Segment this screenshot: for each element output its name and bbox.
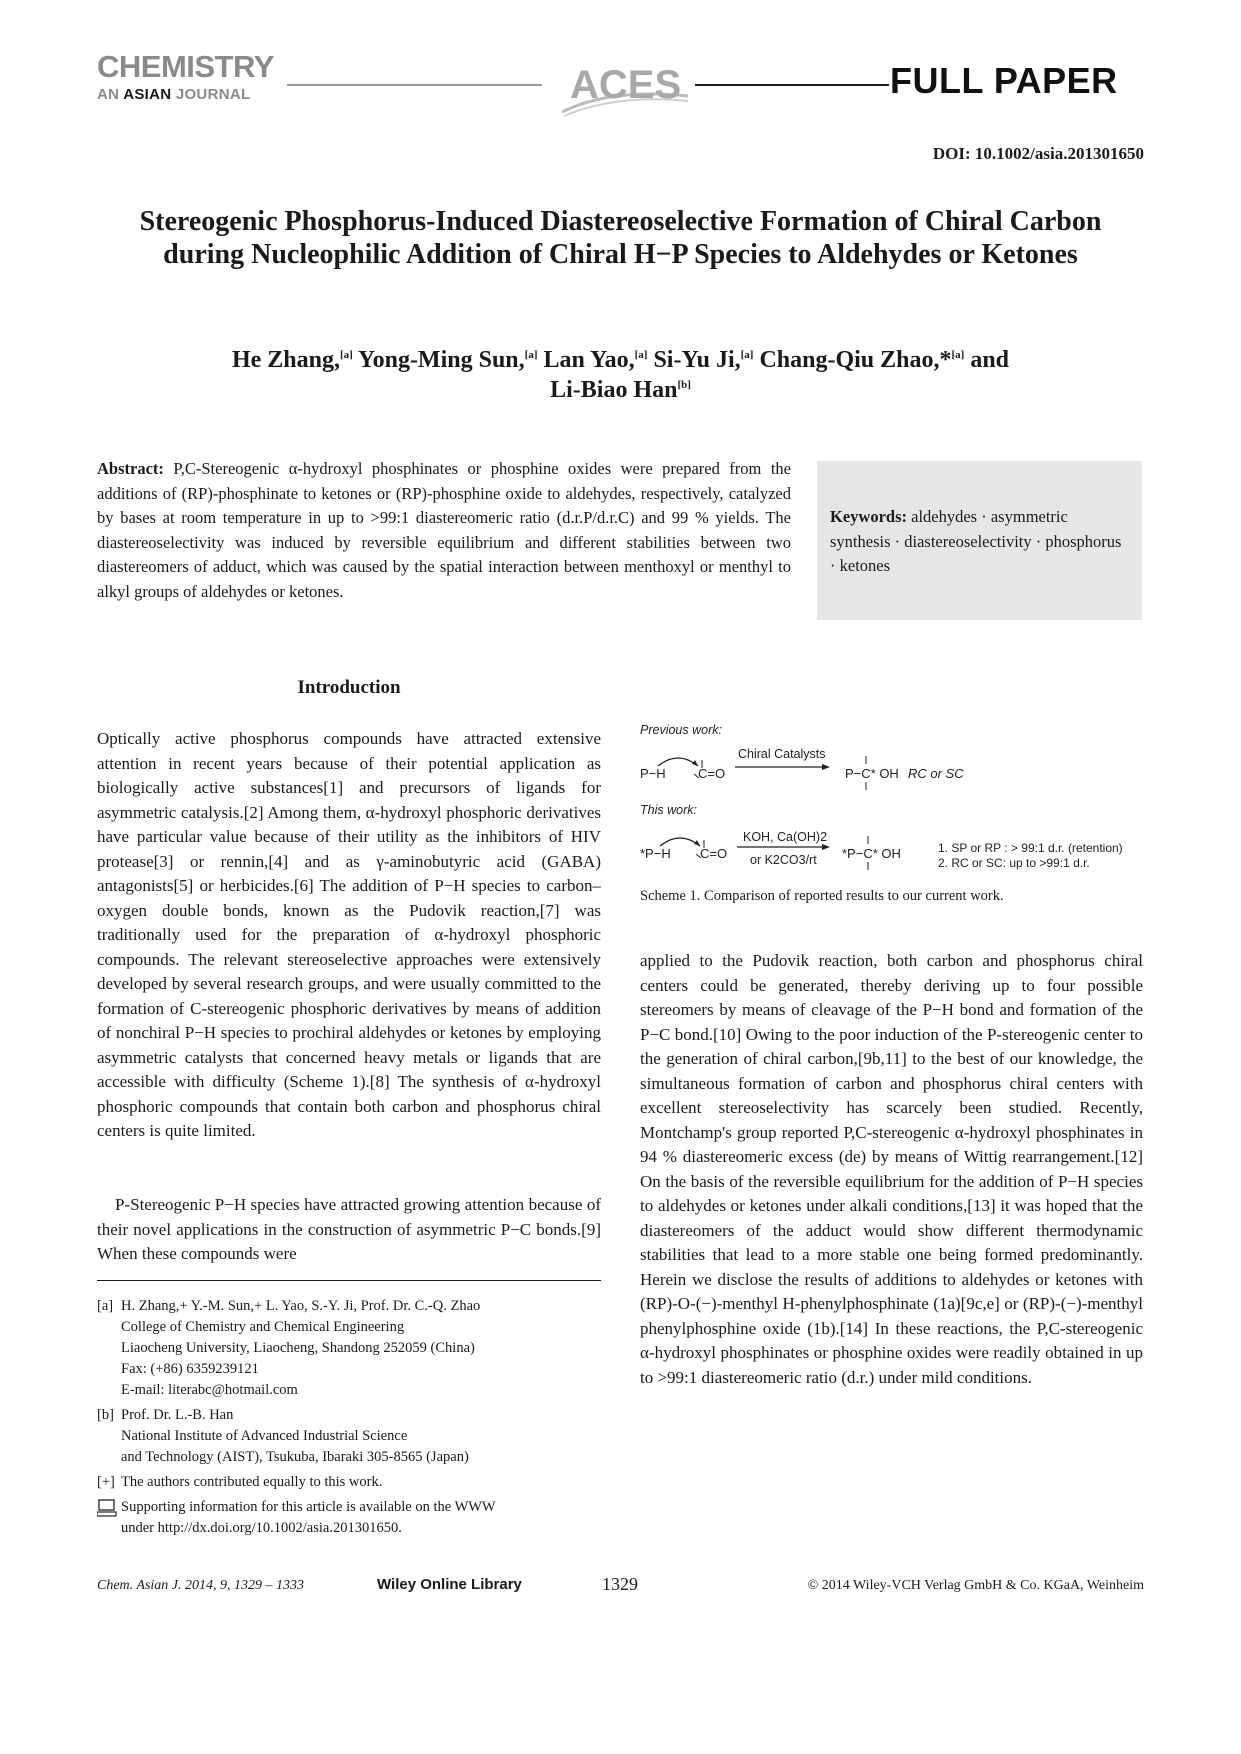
scheme-note-2: 2. RC or SC: up to >99:1 d.r. — [938, 856, 1090, 870]
footnote-b: [b] Prof. Dr. L.-B. Han National Institute of Advanced Industrial Science and Technology (AIST), Tsukuba, Ibaraki 305-8565 (Japan) — [97, 1407, 469, 1465]
scheme-reactant-ph: P−H — [640, 766, 666, 781]
abstract-text: P,C-Stereogenic α-hydroxyl phosphinates or phosphine oxides were prepared from the additions of (RP)-phosphinate to ketones or (RP)-phosphine oxide to aldehydes, respectively, catalyzed by bases at room temperature in up to >99:1 diastereomeric ratio (d.r.P/d.r.C) and 99 % yields. The diastereoselectivity was induced by reversible equilibrium and different stabilities between two diastereomers of adduct, which was caused by the spatial interaction between menthoxyl or menthyl to alkyl groups of aldehydes or ketones. — [97, 459, 792, 601]
scheme-1 — [640, 720, 1145, 870]
body-paragraph: applied to the Pudovik reaction, both carbon and phosphorus chiral centers could be generated, thereby deriving up to four possible stereomers by means of cleavage of the P−H bond and formation of the P−C bond.[10] Owing to the poor induction of the P-stereogenic center to the generation of chiral carbon,[9b,11] to the best of our knowledge, the simultaneous formation of carbon and phosphorus chiral centers with excellent stereoselectivity has scarcely been studied. Recently, Montchamp's group reported P,C-stereogenic α-hydroxyl phosphinates in 94 % diastereomeric excess (de) by means of Wittig rearrangement.[12] On the basis of the reversible equilibrium for the addition of P−H species to aldehydes or ketones under alkali conditions,[13] it was hoped that the diastereomers of the adduct would show different thermodynamic stabilities that lead to a more stable one being formed predominantly. Herein we disclose the results of additions to aldehydes or ketones with (RP)-O-(−)-menthyl H-phenylphosphinate (1a)[9c,e] or (RP)-(−)-menthyl phenylphosphine oxide (1b).[14] In these reactions, the P,C-stereogenic α-hydroxyl phosphinates or phosphine oxides were readily obtained in up to >99:1 diastereomeric ratio (d.r.) under mild conditions. — [640, 951, 1143, 1387]
aces-logo — [560, 60, 690, 118]
scheme-prev-note: RC or SC — [908, 766, 964, 781]
scheme-note-1: 1. SP or RP : > 99:1 d.r. (retention) — [938, 841, 1123, 855]
scheme-reactant-ph-star: *P−H — [640, 846, 671, 861]
keyword: ketones — [839, 556, 891, 575]
author: Si-Yu Ji, — [653, 347, 741, 373]
scheme-this-label: This work: — [640, 803, 697, 817]
author: Chang-Qiu Zhao,* — [759, 347, 952, 373]
author: Li-Biao Han — [550, 377, 678, 403]
scheme-caption: Scheme 1. Comparison of reported results to our current work. — [640, 888, 1004, 904]
journal-subname: AN ASIAN JOURNAL — [97, 86, 251, 103]
doi: DOI: 10.1002/asia.201301650 — [932, 144, 1144, 163]
computer-icon — [97, 1499, 117, 1517]
scheme-reagent-this-top: KOH, Ca(OH)2 — [743, 830, 828, 844]
author: Yong-Ming Sun, — [357, 347, 525, 373]
scheme-curved-arrow-1 — [658, 758, 698, 766]
section-heading-introduction: Introduction — [297, 677, 401, 698]
header-rule-right — [695, 84, 889, 86]
abstract-label: Abstract: — [97, 459, 164, 478]
footer-citation: Chem. Asian J. 2014, 9, 1329 – 1333 — [97, 1578, 305, 1593]
keyword: diastereoselectivity — [904, 531, 1032, 551]
journal-name: CHEMISTRY — [97, 49, 274, 84]
keyword: phosphorus — [1045, 531, 1122, 551]
header-rule-left — [287, 84, 542, 86]
footnote-supporting-info: Supporting information for this article is available on the WWW under http://dx.doi.org/10.1002/asia.201301650. — [97, 1497, 601, 1539]
scheme-curved-arrow-2 — [660, 838, 700, 846]
keywords: Keywords: aldehydes · asymmetric synthesis · diastereoselectivity · phosphorus · ketones — [830, 507, 1122, 575]
scheme-reagent-prev: Chiral Catalysts — [738, 747, 826, 761]
author-list: He Zhang,[a] Yong-Ming Sun,[a] Lan Yao,[a] Si-Yu Ji,[a] Chang-Qiu Zhao,*[a] and Li-Biao Han[b] — [231, 347, 1010, 403]
wiley-online-library-logo: Wiley Online Library — [377, 1576, 522, 1593]
scheme-product-prev: P−C* OH — [845, 766, 899, 781]
keywords-label: Keywords: — [830, 507, 907, 526]
keyword: aldehydes — [911, 507, 978, 526]
footnotes — [97, 1296, 601, 1543]
article-title: Stereogenic Phosphorus-Induced Diastereoselective Formation of Chiral Carbon during Nucleophilic Addition of Chiral H−P Species to Aldehydes or Ketones — [139, 206, 1102, 270]
aces-logo-text: ACES — [570, 63, 682, 107]
author: Lan Yao, — [543, 347, 635, 373]
scheme-reagent-this-bottom: or K2CO3/rt — [750, 853, 817, 867]
abstract — [97, 457, 791, 604]
scheme-previous-label: Previous work: — [640, 723, 722, 737]
body-paragraph: P-Stereogenic P−H species have attracted growing attention because of their novel applications in the construction of asymmetric P−C bonds.[9] When these compounds were — [97, 1195, 601, 1263]
scheme-product-this: *P−C* OH — [842, 846, 901, 861]
paper-type: FULL PAPER — [890, 60, 1118, 101]
footnote-plus: [+] The authors contributed equally to this work. — [97, 1474, 383, 1490]
scheme-reactant-co: C=O — [698, 766, 726, 781]
page-number: 1329 — [602, 1574, 638, 1594]
author: He Zhang, — [231, 347, 340, 373]
journal-logo — [97, 49, 274, 103]
keyword: asymmetric synthesis — [830, 507, 1068, 551]
body-paragraph: Optically active phosphorus compounds have attracted extensive attention in recent years because of their potential application as biologically active substances[1] and precursors of ligands for asymmetric catalysis.[2] Among them, α-hydroxyl phosphoric derivatives have particular value because of their utility as the inhibitors of HIV protease[3] or rennin,[4] and as γ-aminobutyric acid (GABA) antagonists[5] or herbicides.[6] The addition of P−H species to carbon–oxygen double bonds, known as the Pudovik reaction,[7] was traditionally used for the preparation of α-hydroxyl phosphoric compounds. The relevant stereoselective approaches were extensively developed by several research groups, and were usually committed to the formation of C-stereogenic phosphoric derivatives by means of addition of nonchiral P−H species to prochiral aldehydes or ketones by employing asymmetric catalysts that concerned heavy metals or ligands that are accessible with difficulty (Scheme 1).[8] The synthesis of α-hydroxyl phosphoric compounds that contain both carbon and phosphorus chiral centers is quite limited. — [97, 729, 601, 1140]
footnote-rule — [97, 1280, 601, 1281]
footnote-a: [a] H. Zhang,+ Y.-M. Sun,+ L. Yao, S.-Y. Ji, Prof. Dr. C.-Q. Zhao College of Chemistry and Chemical Engineering Liaocheng University, Liaocheng, Shandong 252059 (China) Fax: (+86) 6359239121 E-mail: literabc@hotmail.com — [97, 1298, 481, 1398]
scheme-reactant-co-2: C=O — [700, 846, 728, 861]
copyright: © 2014 Wiley-VCH Verlag GmbH & Co. KGaA, Weinheim — [807, 1578, 1144, 1593]
